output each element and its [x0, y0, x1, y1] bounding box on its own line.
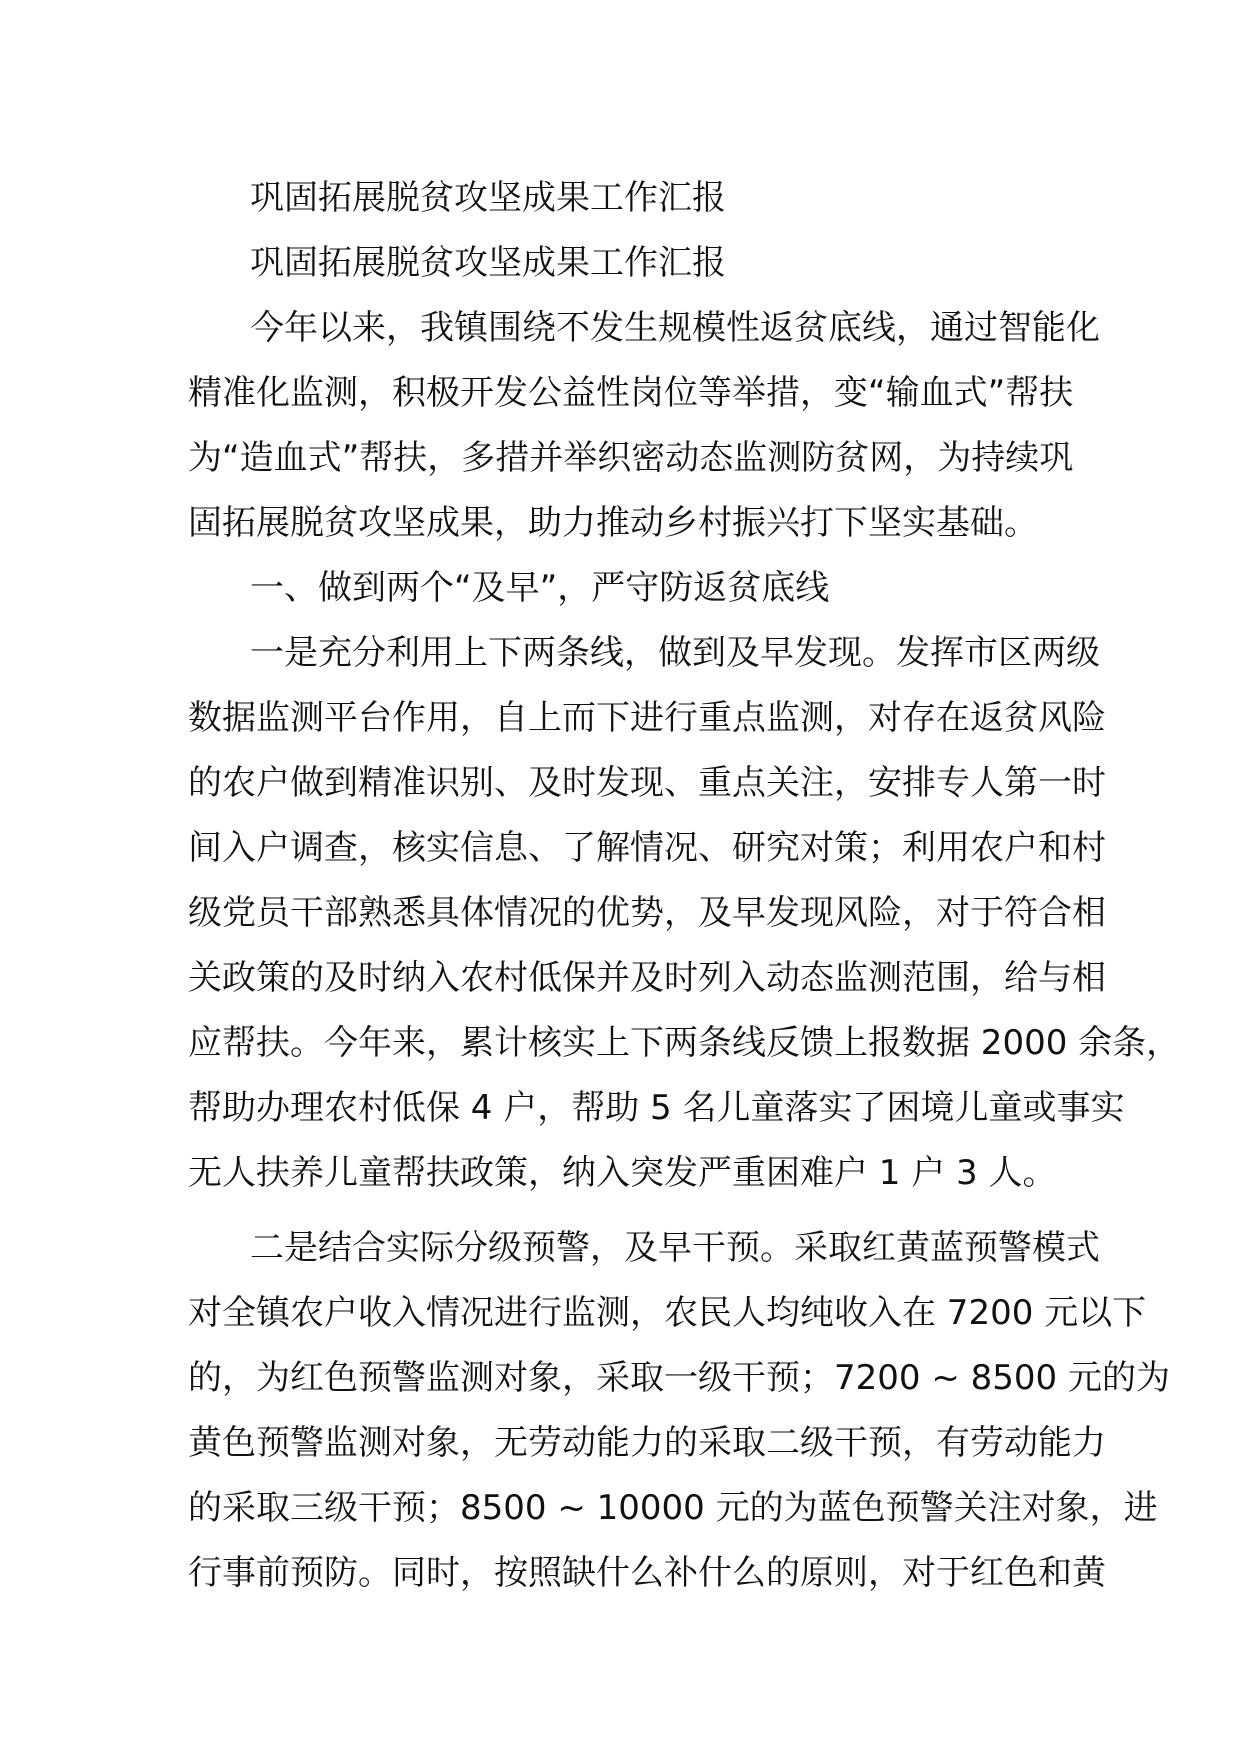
paragraph-one-line-6: 关政策的及时纳入农村低保并及时列入动态监测范围，给与相: [188, 958, 1106, 998]
paragraph-intro-line-4: 固拓展脱贫攻坚成果，助力推动乡村振兴打下坚实基础。: [188, 503, 1038, 543]
document-title: 巩固拓展脱贫攻坚成果工作汇报: [250, 178, 726, 218]
paragraph-intro-line-3: 为“造血式”帮扶，多措并举织密动态监测防贫网，为持续巩: [188, 438, 1074, 478]
paragraph-two-line-3: 的，为红色预警监测对象，采取一级干预；7200 ~ 8500 元的为: [188, 1358, 1170, 1398]
paragraph-one-line-7: 应帮扶。今年来，累计核实上下两条线反馈上报数据 2000 余条，: [188, 1023, 1181, 1063]
paragraph-one-line-8: 帮助办理农村低保 4 户，帮助 5 名儿童落实了困境儿童或事实: [188, 1088, 1125, 1128]
paragraph-one-line-1: 一是充分利用上下两条线，做到及早发现。发挥市区两级: [250, 633, 1100, 673]
paragraph-intro-line-1: 今年以来，我镇围绕不发生规模性返贫底线，通过智能化: [250, 308, 1100, 348]
paragraph-two-line-5: 的采取三级干预；8500 ~ 10000 元的为蓝色预警关注对象，进: [188, 1488, 1158, 1528]
paragraph-intro-line-2: 精准化监测，积极开发公益性岗位等举措，变“输血式”帮扶: [188, 373, 1074, 413]
document-body: [188, 166, 1181, 1606]
paragraph-one-line-3: 的农户做到精准识别、及时发现、重点关注，安排专人第一时: [188, 763, 1106, 803]
document-subtitle: 巩固拓展脱贫攻坚成果工作汇报: [250, 243, 726, 283]
paragraph-one-line-4: 间入户调查，核实信息、了解情况、研究对策；利用农户和村: [188, 828, 1106, 868]
paragraph-one-line-9: 无人扶养儿童帮扶政策，纳入突发严重困难户 1 户 3 人。: [188, 1153, 1057, 1193]
paragraph-two-line-4: 黄色预警监测对象，无劳动能力的采取二级干预，有劳动能力: [188, 1423, 1106, 1463]
paragraph-two-line-1: 二是结合实际分级预警，及早干预。采取红黄蓝预警模式: [250, 1228, 1100, 1268]
paragraph-one-line-2: 数据监测平台作用，自上而下进行重点监测，对存在返贫风险: [188, 698, 1106, 738]
paragraph-one-line-5: 级党员干部熟悉具体情况的优势，及早发现风险，对于符合相: [188, 893, 1106, 933]
paragraph-two-line-2: 对全镇农户收入情况进行监测，农民人均纯收入在 7200 元以下: [188, 1293, 1147, 1333]
paragraph-two-line-6: 行事前预防。同时，按照缺什么补什么的原则，对于红色和黄: [188, 1553, 1106, 1593]
section-heading: 一、做到两个“及早”，严守防返贫底线: [250, 568, 830, 608]
